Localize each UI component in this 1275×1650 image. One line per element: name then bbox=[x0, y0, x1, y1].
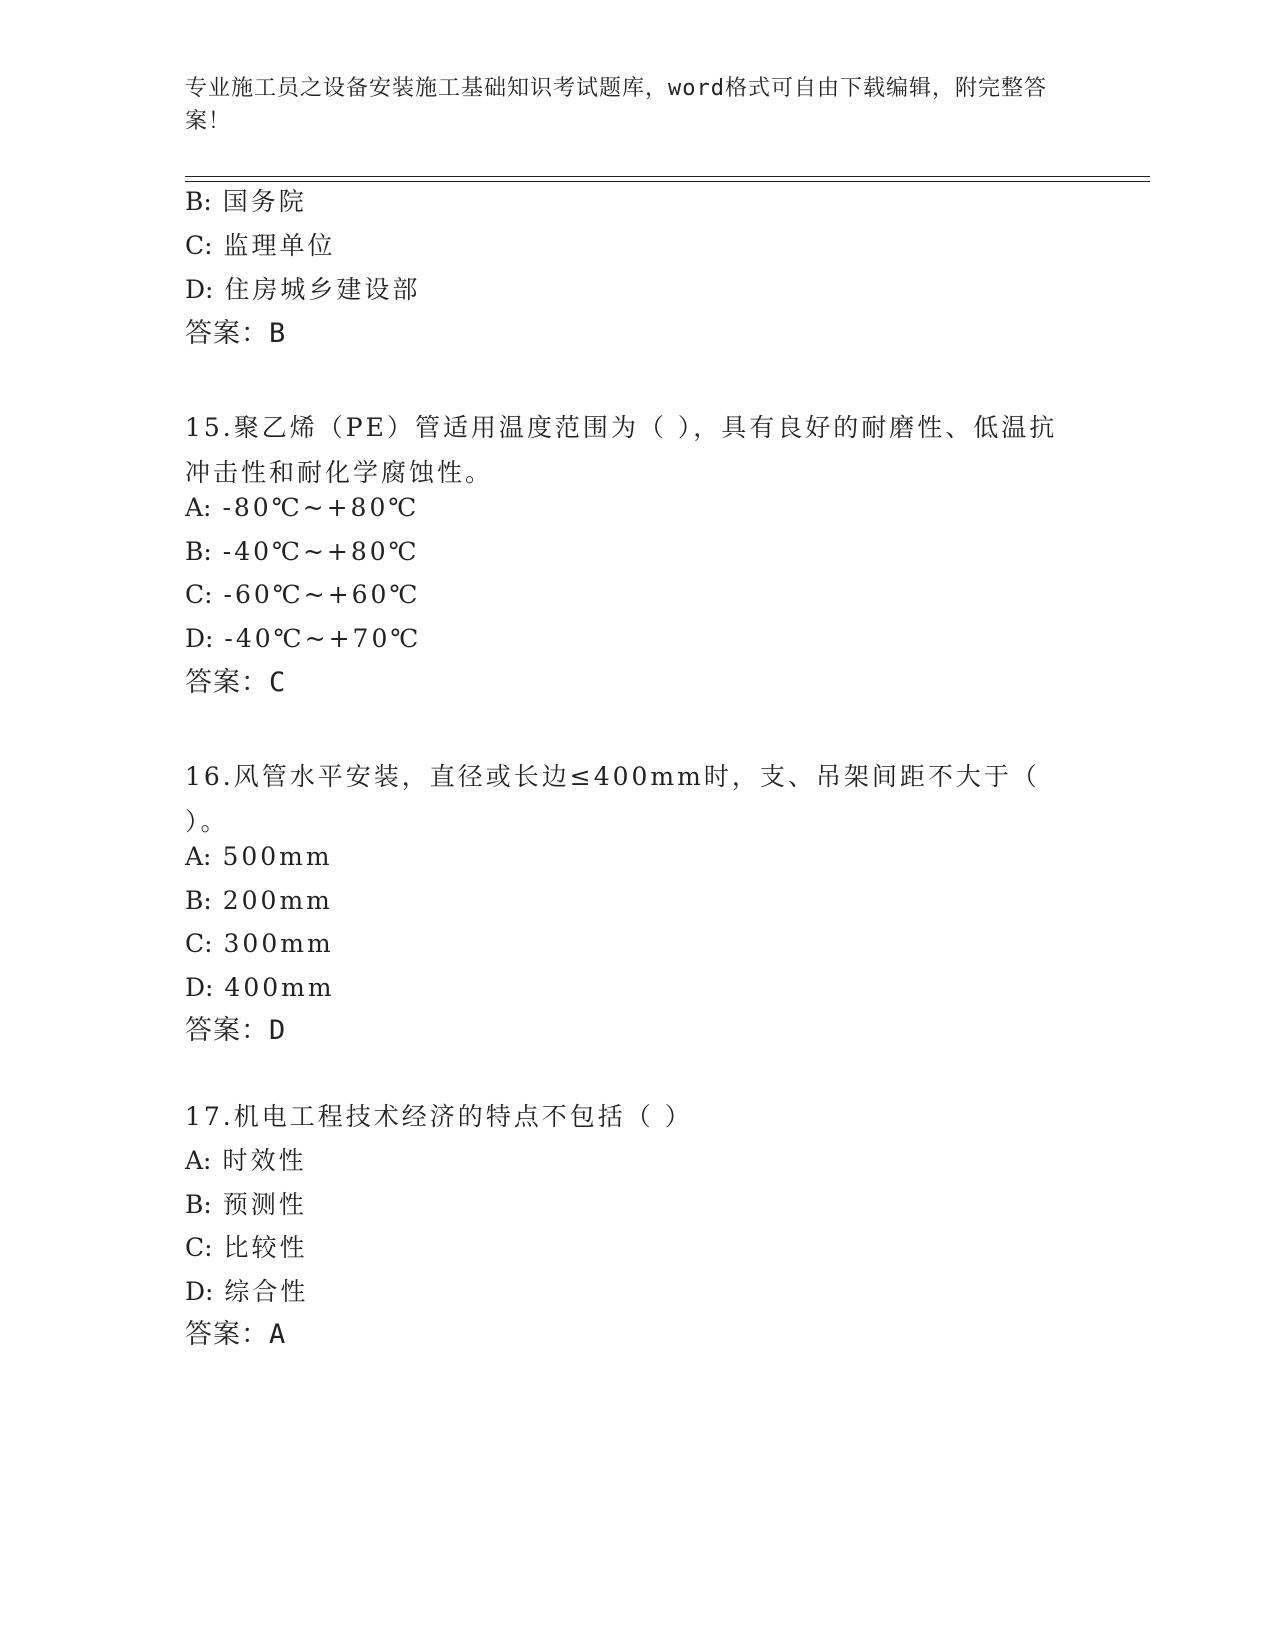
option-a: A: -80℃~+80℃ bbox=[185, 493, 420, 522]
option-d: D: 400mm bbox=[185, 973, 335, 1002]
option-c: C: 监理单位 bbox=[185, 231, 336, 260]
option-c: C: -60℃~+60℃ bbox=[185, 580, 421, 609]
question-17: 17.机电工程技术经济的特点不包括（ ） bbox=[185, 1102, 693, 1131]
option-b: B: -40℃~+80℃ bbox=[185, 537, 420, 566]
question-16: 16.风管水平安装，直径或长边≤400mm时，支、吊架间距不大于（ ）。 bbox=[185, 762, 1040, 836]
option-c: C: 300mm bbox=[185, 929, 334, 958]
option-a: A: 时效性 bbox=[185, 1146, 307, 1175]
option-a: A: 500mm bbox=[185, 842, 333, 871]
option-c: C: 比较性 bbox=[185, 1233, 308, 1262]
document-header: 专业施工员之设备安装施工基础知识考试题库，word格式可自由下载编辑，附完整答案！ bbox=[185, 76, 1047, 134]
answer: 答案：A bbox=[185, 1319, 287, 1350]
answer: 答案：C bbox=[185, 667, 287, 698]
header-divider-bottom bbox=[185, 181, 1150, 182]
option-d: D: 住房城乡建设部 bbox=[185, 275, 421, 304]
option-d: D: -40℃~+70℃ bbox=[185, 624, 422, 653]
option-b: B: 预测性 bbox=[185, 1190, 307, 1219]
option-b: B: 200mm bbox=[185, 886, 333, 915]
answer: 答案：B bbox=[185, 318, 287, 349]
question-15: 15.聚乙烯（PE）管适用温度范围为（ ），具有良好的耐磨性、低温抗冲击性和耐化学腐蚀性。 bbox=[185, 413, 1058, 487]
answer: 答案：D bbox=[185, 1015, 287, 1046]
option-b: B: 国务院 bbox=[185, 187, 307, 216]
option-d: D: 综合性 bbox=[185, 1277, 309, 1306]
header-divider-top bbox=[185, 176, 1150, 177]
